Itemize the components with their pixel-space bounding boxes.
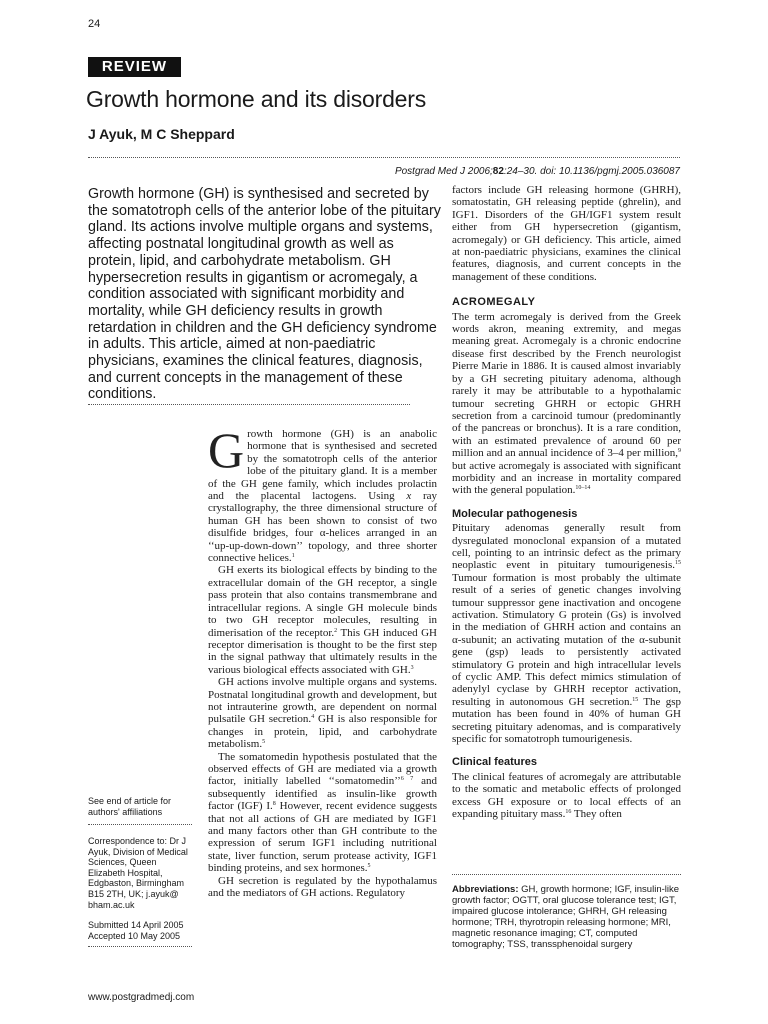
citation: [395, 166, 680, 177]
subheading-molecular-pathogenesis: Molecular pathogenesis: [452, 507, 578, 520]
paragraph: The clinical features of acromegaly are attributable to the somatic and metabolic effects of prolonged excess GH exposure or to local effects of an expanding pituitary mass.$^{16}$ They often: [452, 770, 681, 821]
sidebar-divider-1: [88, 824, 192, 825]
paragraph: GH exerts its biological effects by binding to the extracellular domain of the GH receptor, a single pass protein that also contains transmembrane and intracellular regions. A single GH molecule binds to two GH receptor molecules, resulting in dimerisation of the receptor.$^2$ This GH induced GH receptor dimerisation is thought to be the first step in the signal pathway that ultimately results in the various biological effects associated with GH.$^3$: [208, 564, 437, 676]
paragraph: The term acromegaly is derived from the Greek words akron, meaning extremity, and megas meaning great. Acromegaly is a chronic endocrine disease first described by the French neurologist Pierre Marie in 1886. It is caused almost invariably by a GH secreting pituitary adenoma, although rarely it may be attributable to a hypothalamic tumour secreting GHRH or ectopic GHRH secretion from a carcinoid tumour (predominantly of the pancreas or bronchus). It is a rare condition, with an estimated prevalence of around 60 per million and an annual incidence of 3–4 per million,$^9$ but active acromegaly is associated with significant morbidity and an increase in mortality compared with the general population.$^{10-14}$: [452, 310, 681, 497]
section-heading-acromegaly: ACROMEGALY: [452, 296, 536, 309]
abbreviations-label: Abbreviations:: [452, 884, 519, 895]
body-column-middle: [208, 422, 438, 900]
intro-paragraph: Growth hormone (GH) is an anabolic hormone that is synthesised and secreted by the somatotroph cells of the anterior lobe of the pituitary gland. It is a member of the GH gene family, which includes prolactin and the placental lactogens. Using x ray crystallography, the three dimensional structure of human GH has been shown to consist of two disulfide bridges, four α-helices arranged in an ‘‘up-up-down-down’’ topology, and three shorter connective helices.$^1$: [208, 422, 438, 565]
abbreviations-text: GH, growth hormone; IGF, insulin-like growth factor; OGTT, oral glucose tolerance test; IGT, impaired glucose intolerance; GHRH, GH releasing hormone; TRH, thyrotropin releasing hormone; MRI, magnetic resonance imaging; CT, computed tomography; TSS, transsphenoidal surgery: [452, 884, 680, 950]
abstract: Growth hormone (GH) is synthesised and secreted by the somatotroph cells of the anterior lobe of the pituitary gland. Its actions involve multiple organs and systems, affecting postnatal longitudinal growth as well as protein, lipid, and carbohydrate metabolism. GH hypersecretion results in gigantism or acromegaly, a condition associated with significant morbidity and mortality, while GH deficiency results in growth retardation in children and the GH deficiency syndrome in adults. This article, aimed at non-paediatric physicians, examines the clinical features, diagnosis, and current concepts in the management of these conditions.: [88, 186, 441, 403]
abbreviations-divider: [452, 874, 681, 875]
footer-url[interactable]: www.postgradmedj.com: [88, 992, 195, 1003]
citation-journal: Postgrad Med J: [394, 166, 465, 177]
submitted-date: Submitted 14 April 2005: [88, 920, 184, 930]
body-column-right: [452, 184, 681, 821]
paragraph: The somatomedin hypothesis postulated that the observed effects of GH are mediated via a growth factor, initially labelled ‘‘somatomedin’’$^{6 7}$ and subsequently identified as insulin-like growth factor (IGF) I.$^8$ However, recent evidence suggests that not all actions of GH are mediated by IGF1 and many factors other than GH contribute to the expression of serum IGF1 including nutritional state, liver function, serum protease activity, IGF1 binding proteins, and sex hormones.$^5$: [208, 750, 438, 875]
citation-year: 2006;: [464, 166, 493, 177]
authors: J Ayuk, M C Sheppard: [88, 126, 235, 142]
page-number: 24: [88, 18, 101, 30]
affiliations-note: See end of article for authors' affiliations: [88, 796, 172, 817]
accepted-date: Accepted 10 May 2005: [88, 931, 181, 941]
sidebar-divider-2: [88, 946, 192, 947]
abstract-divider: [88, 404, 410, 405]
correspondence: Correspondence to: Dr J Ayuk, Division of Medical Sciences, Queen Elizabeth Hospital, Edgbaston, Birmingham B15 2TH, UK; j.ayuk@ bham.ac.uk: [88, 836, 188, 910]
paragraph: Pituitary adenomas generally result from dysregulated monoclonal expansion of a mutated cell, pointing to an intrinsic defect as the primary neoplastic event in pituitary tumourigenesis.$^{15}$ Tumour formation is most probably the ultimate result of a series of genetic changes involving tumour suppressor gene inactivation and oncogene activation. Stimulatory G protein (Gs) is involved in the mediation of GHRH action and contains an α-subunit; an activating mutation of the α-subunit gene (gsp) leads to persistently activated stimulatory G protein and high intracellular levels of cyclic AMP. This defect mimics stimulation of adenylyl cyclase by GHRH receptor activation, resulting in autonomous GH secretion.$^{15}$ The gsp mutation has been found in 40% of human GH secreting pituitary adenomas, and is comparatively specific for somatotroph tumourigenesis.: [452, 522, 681, 746]
paragraph: factors include GH releasing hormone (GHRH), somatostatin, GH releasing peptide (ghrelin), and IGF1. Disorders of the GH/IGF1 system result either from GH hypersecretion (gigantism, acromegaly) or GH deficiency. This article, aimed at non-paediatric physicians, examines the clinical features, diagnosis, and current concepts in the management of these conditions.: [452, 184, 681, 283]
dropcap: G: [208, 422, 245, 478]
abbreviations-box: [452, 884, 681, 950]
citation-volume: 82: [492, 166, 504, 177]
subheading-clinical-features: Clinical features: [452, 756, 537, 769]
article-title: Growth hormone and its disorders: [86, 86, 427, 112]
citation-rest: :24–30. doi: 10.1136/pgmj.2005.036087: [503, 166, 680, 177]
section-tag: REVIEW: [88, 57, 181, 77]
header-divider: [88, 157, 680, 158]
paragraph: GH secretion is regulated by the hypothalamus and the mediators of GH actions. Regulatory: [208, 874, 437, 900]
paragraph: GH actions involve multiple organs and systems. Postnatal longitudinal growth and development, but not intrauterine growth, are dependent on normal pulsatile GH secretion.$^4$ GH is also responsible for changes in protein, lipid, and carbohydrate metabolism.$^5$: [208, 676, 437, 751]
